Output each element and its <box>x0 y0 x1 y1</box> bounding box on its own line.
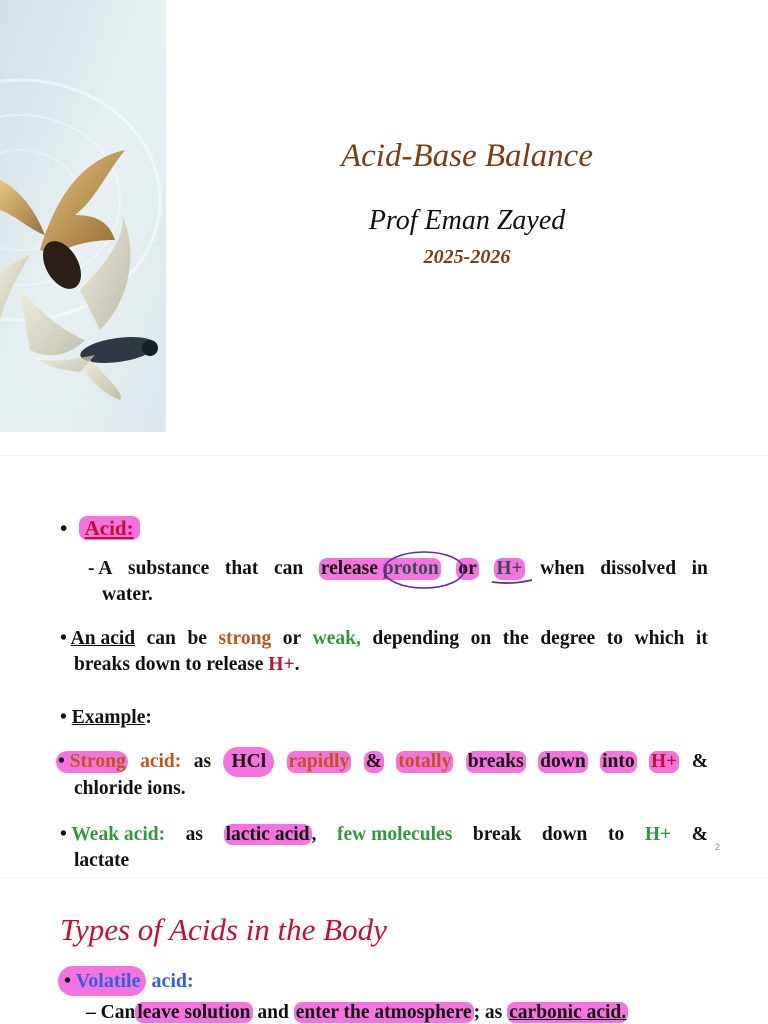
academic-year: 2025-2026 <box>423 246 511 268</box>
acid-strength-line2: breaks down to release H+. <box>74 654 300 675</box>
acid-definition-line2: water. <box>102 584 153 605</box>
acid-strength-line1: • An acid can be strong or weak, depending on the degree to which it <box>60 628 708 649</box>
bullet: • <box>60 824 67 845</box>
acid-heading-line <box>60 516 140 541</box>
acid-heading: Acid: <box>79 516 140 540</box>
presentation-title: Acid-Base Balance <box>341 138 593 174</box>
example-heading: • Example: <box>60 707 152 728</box>
page-number: 2 <box>714 842 720 852</box>
volatile-acid-line: • Volatile acid: <box>58 970 194 993</box>
goldfish-photo <box>0 0 166 432</box>
strong-acid-line1: • Strong acid: as HCl rapidly & totally breaks down into H+ & <box>56 751 708 773</box>
bullet: • <box>60 628 67 649</box>
release-proton-highlight: release proton <box>320 558 439 579</box>
slide-divider <box>0 455 768 456</box>
weak-acid-line1: • Weak acid: as lactic acid , few molecules break down to H+ & <box>60 824 708 845</box>
volatile-acid-description: – Can leave solution and enter the atmosphere ; as carbonic acid. <box>86 1002 627 1023</box>
hplus-term: H+ <box>496 558 523 579</box>
slide-title: Types of Acids in the Body <box>60 912 387 947</box>
bullet: • <box>60 516 68 540</box>
pen-annotation <box>380 546 550 598</box>
acid-types-slide <box>0 888 768 1024</box>
hcl-term: HCl <box>223 747 274 777</box>
weak-acid-line2: lactate <box>74 850 130 866</box>
acid-definition-line1: - A substance that can release proton or H+ when dissolved in <box>88 558 708 579</box>
slide-divider <box>0 877 768 878</box>
bullet: • <box>60 707 67 728</box>
title-slide <box>0 0 768 432</box>
acid-definition-slide <box>0 478 768 866</box>
strong-acid-line2: chloride ions. <box>74 778 186 799</box>
author-name: Prof Eman Zayed <box>368 205 566 236</box>
